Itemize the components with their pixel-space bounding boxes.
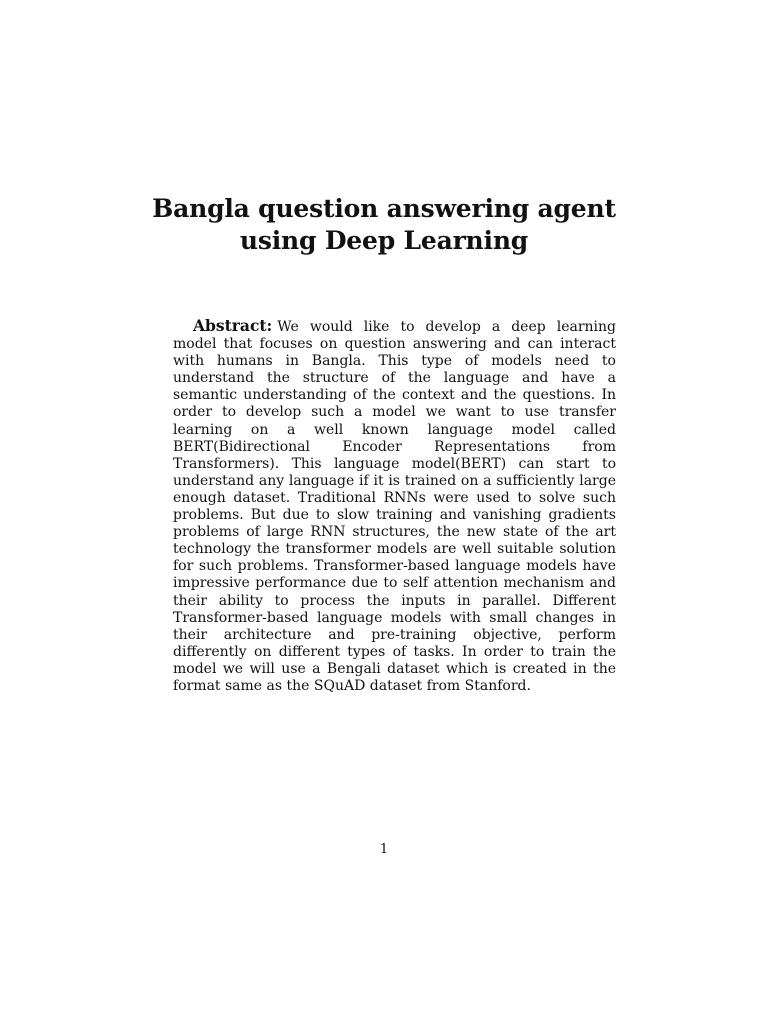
abstract-paragraph bbox=[173, 317, 616, 695]
page-number: 1 bbox=[379, 842, 389, 857]
title-line-1: Bangla question answering agent bbox=[152, 194, 616, 223]
paper-title bbox=[150, 193, 618, 257]
abstract-label: Abstract: bbox=[193, 316, 273, 335]
title-line-2: using Deep Learning bbox=[239, 226, 529, 255]
abstract-body: We would like to develop a deep learning model that focuses on question answering and can interact with humans in Bangla. This type of models need to understand the structure of the language and have a semantic understanding of the context and the questions. In order to develop such a model we want to use transfer learning on a well known language model called BERT(Bidirectional Encoder Representations from Transformers). This language model(BERT) can start to understand any language if it is trained on a sufficiently large enough dataset. Traditional RNNs were used to solve such problems. But due to slow training and vanishing gradients problems of large RNN structures, the new state of the art technology the transformer models are well suitable solution for such problems. Transformer-based language models have impressive performance due to self attention mechanism and their ability to process the inputs in parallel. Different Transformer-based language models with small changes in their architecture and pre-training objective, perform differently on different types of tasks. In order to train the model we will use a Bengali dataset which is created in the format same as the SQuAD dataset from Stanford. bbox=[173, 319, 616, 694]
